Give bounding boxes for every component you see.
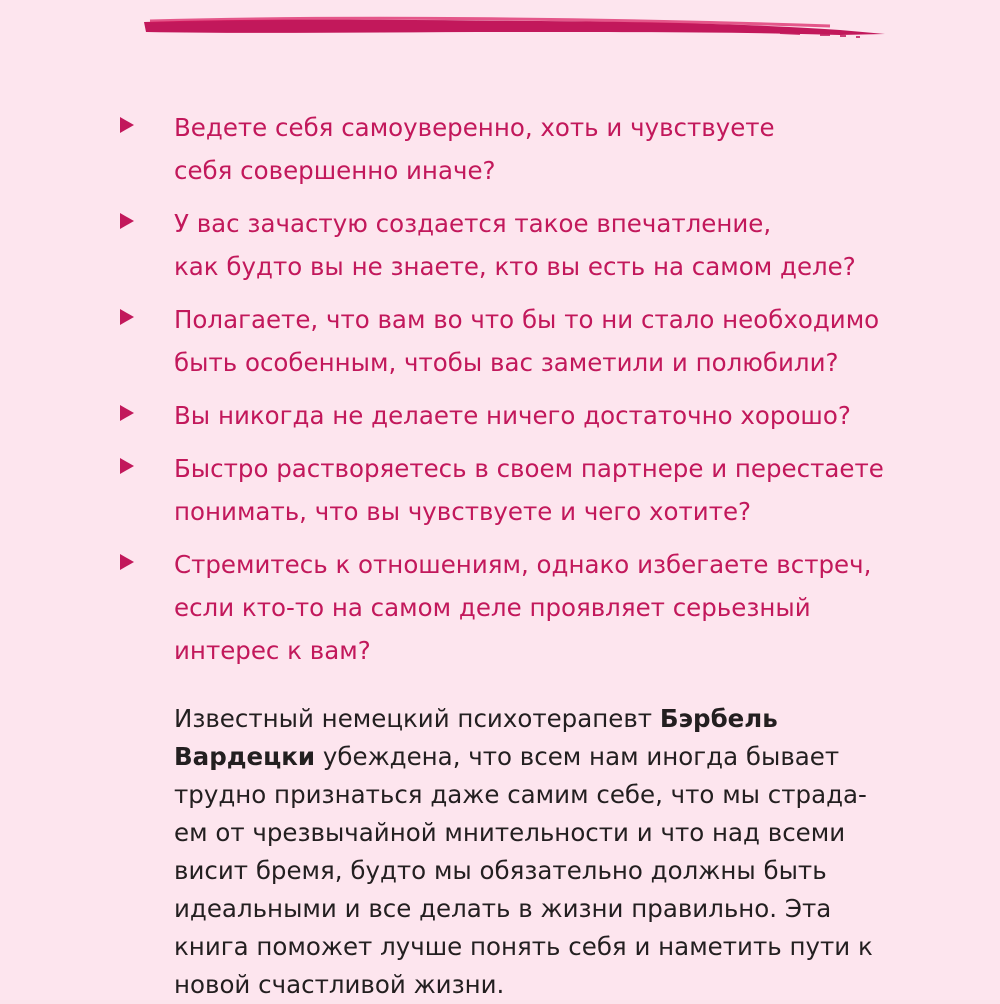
question-line: понимать, что вы чувствуете и чего хотите?	[174, 497, 752, 526]
book-description	[174, 700, 974, 1004]
description-line	[174, 738, 974, 776]
author-last-name: Вардецки	[174, 742, 316, 771]
triangle-bullet-icon	[120, 554, 134, 570]
question-line: как будто вы не знаете, кто вы есть на самом деле?	[174, 252, 856, 281]
description-line: висит бремя, будто мы обязательно должны быть	[174, 856, 827, 885]
description-line	[174, 700, 974, 738]
question-line: Полагаете, что вам во что бы то ни стало необходимо	[174, 305, 880, 334]
decorative-brush-stroke	[140, 8, 890, 44]
question-line: Быстро растворяетесь в своем партнере и перестаете	[174, 454, 884, 483]
list-item	[112, 543, 982, 672]
list-item	[112, 394, 982, 437]
description-line: идеальными и все делать в жизни правильно. Эта	[174, 894, 832, 923]
triangle-bullet-icon	[120, 458, 134, 474]
description-line: книга поможет лучше понять себя и наметить пути к	[174, 932, 873, 961]
triangle-bullet-icon	[120, 405, 134, 421]
triangle-bullet-icon	[120, 213, 134, 229]
question-line: если кто-то на самом деле проявляет серьезный	[174, 593, 811, 622]
list-item	[112, 106, 982, 192]
list-item	[112, 202, 982, 288]
triangle-bullet-icon	[120, 117, 134, 133]
triangle-bullet-icon	[120, 309, 134, 325]
description-line: ем от чрезвычайной мнительности и что над всеми	[174, 818, 846, 847]
question-line: Ведете себя самоуверенно, хоть и чувствуете	[174, 113, 775, 142]
author-first-name: Бэрбель	[659, 704, 778, 733]
question-list	[112, 106, 982, 682]
question-line: Стремитесь к отношениям, однако избегаете встреч,	[174, 550, 872, 579]
description-line: трудно признаться даже самим себе, что мы страда-	[174, 780, 867, 809]
question-line: У вас зачастую создается такое впечатление,	[174, 209, 772, 238]
description-text: убеждена, что всем нам иногда бывает	[315, 742, 840, 771]
question-line: себя совершенно иначе?	[174, 156, 496, 185]
question-line: быть особенным, чтобы вас заметили и полюбили?	[174, 348, 839, 377]
description-line: новой счастливой жизни.	[174, 970, 505, 999]
question-line: интерес к вам?	[174, 636, 371, 665]
question-line: Вы никогда не делаете ничего достаточно хорошо?	[174, 401, 851, 430]
list-item	[112, 447, 982, 533]
description-text: Известный немецкий психотерапевт	[174, 704, 660, 733]
list-item	[112, 298, 982, 384]
